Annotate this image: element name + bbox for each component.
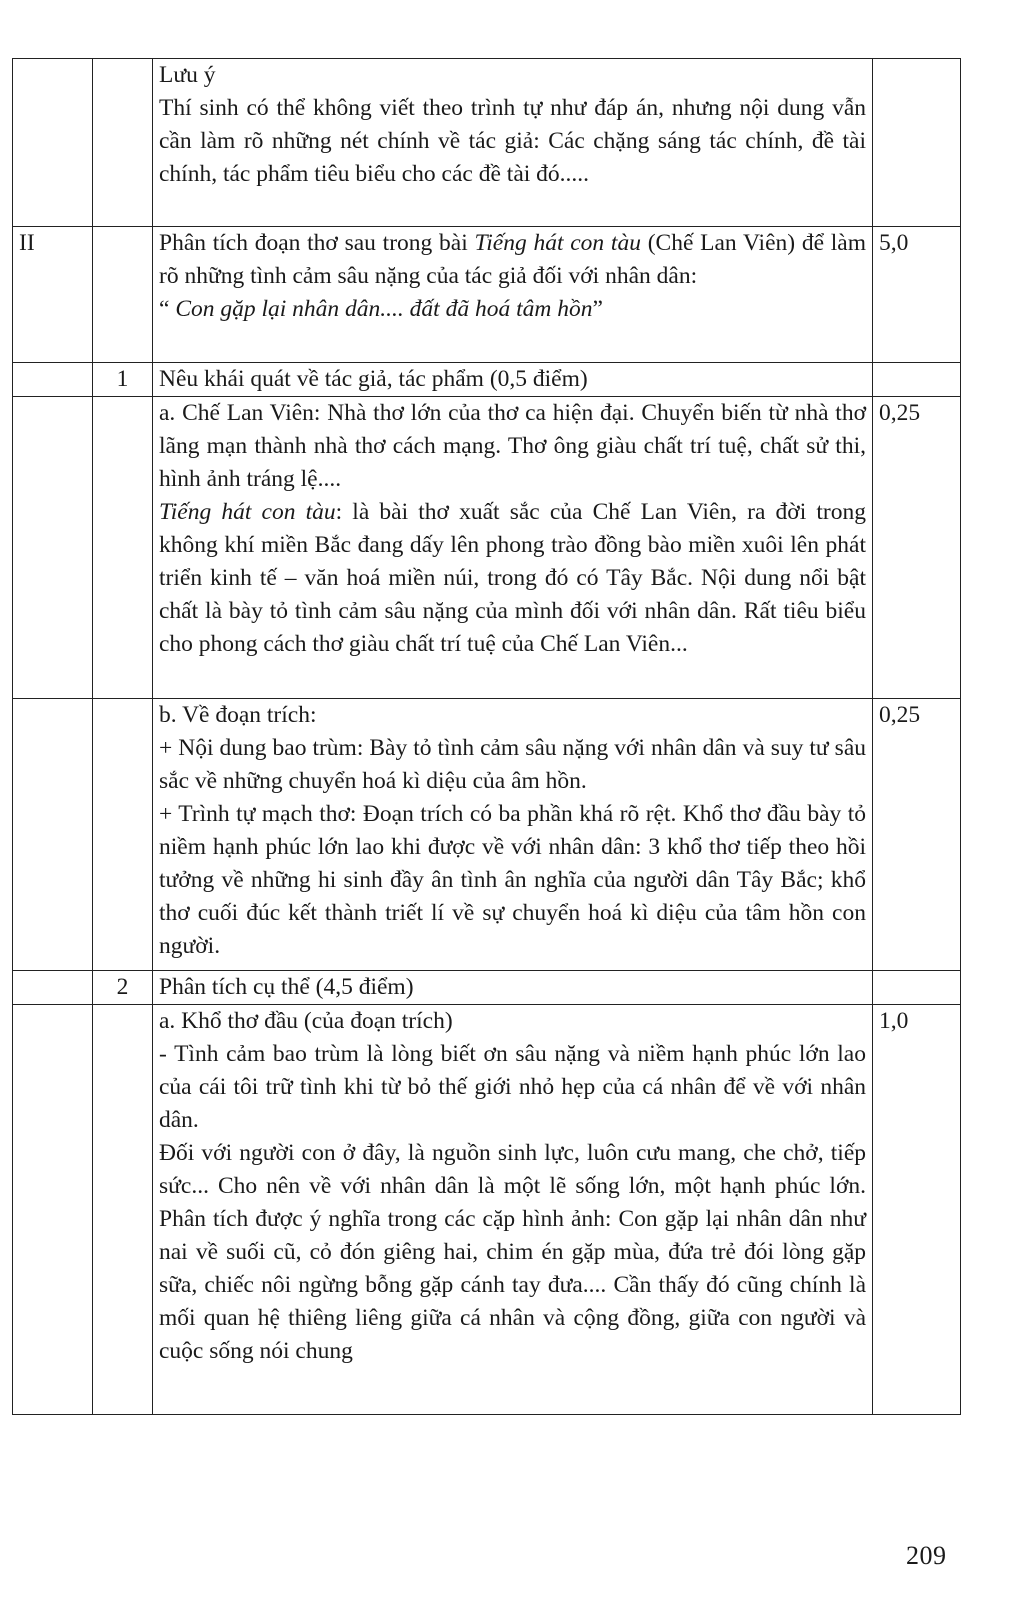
paragraph: [159, 496, 866, 661]
page-number: 209: [906, 1541, 947, 1570]
poem-title: Tiếng hát con tàu: [474, 230, 641, 256]
sub-cell: [93, 1005, 153, 1415]
content-cell: Phân tích cụ thể (4,5 điểm): [153, 971, 873, 1005]
table-row: [13, 699, 961, 971]
paragraph: b. Về đoạn trích:: [159, 702, 317, 728]
paragraph: Đối với người con ở đây, là nguồn sinh lực, luôn cưu mang, che chở, tiếp sức... Cho nên về với nhân dân là một lẽ sống lớn, một hạnh phúc lớn. Phân tích được ý nghĩa trong các cặp hình ảnh: Con gặp lại nhân dân như nai về suối cũ, cỏ đón giêng hai, chim én gặp mùa, đứa trẻ đói lòng gặp sữa, chiếc nôi ngừng bỗng gặp cánh tay đưa.... Cần thấy đó cũng chính là mối quan hệ thiêng liêng giữa cá nhân và cộng đồng, giữa con người và cuộc sống nói chung: [159, 1140, 866, 1364]
score-cell: 1,0: [873, 1005, 961, 1415]
paragraph: + Trình tự mạch thơ: Đoạn trích có ba phần khá rõ rệt. Khổ thơ đầu bày tỏ niềm hạnh phúc lớn lao khi được về với nhân dân: 3 khổ thơ tiếp theo hồi tưởng về những hi sinh đầy ân tình ân nghĩa của người dân Tây Bắc; khổ thơ cuối đúc kết thành triết lí về sự chuyển hoá kì diệu của tâm hồn con người.: [159, 801, 866, 959]
table-row: [13, 59, 961, 227]
content-cell: [153, 397, 873, 699]
paragraph: a. Chế Lan Viên: Nhà thơ lớn của thơ ca hiện đại. Chuyển biến từ nhà thơ lãng mạn thành nhà thơ cách mạng. Thơ ông giàu chất trí tuệ, chất sử thi, hình ảnh tráng lệ....: [159, 400, 866, 492]
question-lead: Phân tích đoạn thơ sau trong bài: [159, 230, 475, 256]
content-cell: [153, 1005, 873, 1415]
table-row: [13, 397, 961, 699]
table-row: [13, 1005, 961, 1415]
section-cell: [13, 971, 93, 1005]
content-cell: [153, 59, 873, 227]
paragraph-text: : là bài thơ xuất sắc của Chế Lan Viên, ra đời trong không khí miền Bắc đang dấy lên phong trào đồng bào miền xuôi lên phát triển kinh tế – văn hoá miền núi, trong đó có Tây Bắc. Nội dung nổi bật chất là bày tỏ tình cảm sâu nặng của mình đối với nhân dân. Rất tiêu biểu cho phong cách thơ giàu chất trí tuệ của Chế Lan Viên...: [159, 499, 866, 657]
sub-cell: [93, 59, 153, 227]
section-cell: [13, 699, 93, 971]
section-cell: [13, 397, 93, 699]
paragraph: - Tình cảm bao trùm là lòng biết ơn sâu nặng và niềm hạnh phúc lớn lao của cái tôi trữ tình khi từ bỏ thế giới nhỏ hẹp của cá nhân để về với nhân dân.: [159, 1041, 866, 1133]
score-cell: 0,25: [873, 699, 961, 971]
note-title: Lưu ý: [159, 62, 216, 88]
note-text: Thí sinh có thể không viết theo trình tự như đáp án, nhưng nội dung vẫn cần làm rõ những nét chính về tác giả: Các chặng sáng tác chính, đề tài chính, tác phẩm tiêu biểu cho các đề tài đó.....: [159, 95, 866, 187]
sub-cell: [93, 227, 153, 363]
sub-cell: 1: [93, 363, 153, 397]
sub-cell: 2: [93, 971, 153, 1005]
score-cell: 5,0: [873, 227, 961, 363]
quote-open: “: [159, 296, 176, 322]
section-cell: [13, 363, 93, 397]
poem-quote: [159, 293, 866, 326]
paragraph: a. Khổ thơ đầu (của đoạn trích): [159, 1008, 453, 1034]
score-cell: [873, 971, 961, 1005]
content-cell: [153, 227, 873, 363]
score-cell: [873, 363, 961, 397]
score-cell: 0,25: [873, 397, 961, 699]
poem-title: Tiếng hát con tàu: [159, 499, 336, 525]
quote-text: Con gặp lại nhân dân.... đất đã hoá tâm hồn: [175, 296, 593, 322]
section-cell: [13, 1005, 93, 1415]
content-cell: Nêu khái quát về tác giả, tác phẩm (0,5 điểm): [153, 363, 873, 397]
sub-cell: [93, 699, 153, 971]
quote-close: ”: [592, 296, 603, 322]
section-cell: II: [13, 227, 93, 363]
table-row: [13, 227, 961, 363]
question-tail: (Chế Lan Viên) để làm rõ những tình cảm sâu nặng của tác giả đối với nhân dân:: [159, 230, 867, 289]
sub-cell: [93, 397, 153, 699]
score-cell: [873, 59, 961, 227]
table-row: [13, 363, 961, 397]
paragraph: + Nội dung bao trùm: Bày tỏ tình cảm sâu nặng với nhân dân và suy tư sâu sắc về những chuyển hoá kì diệu của âm hồn.: [159, 735, 866, 794]
answer-table: [12, 58, 961, 1415]
content-cell: [153, 699, 873, 971]
question-text: [159, 227, 866, 293]
section-cell: [13, 59, 93, 227]
table-row: [13, 971, 961, 1005]
